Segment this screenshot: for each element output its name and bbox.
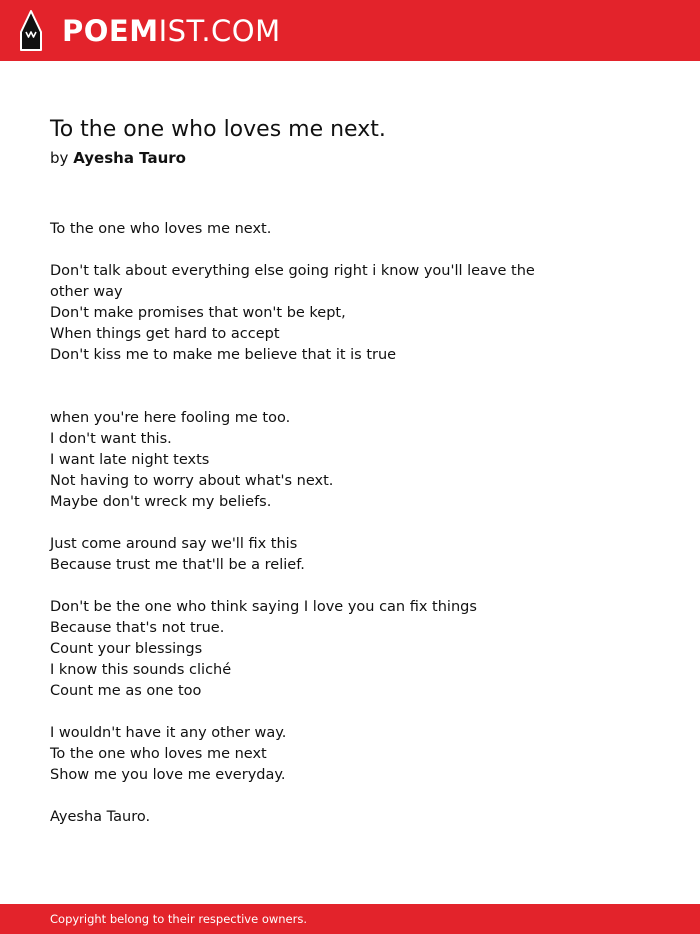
stanza-break — [50, 513, 570, 534]
copyright-notice: Copyright belong to their respective owners. — [50, 912, 308, 926]
poem-line: Not having to worry about what's next. — [50, 473, 334, 489]
poem-line: Ayesha Tauro. — [50, 809, 151, 825]
poem-line: Just come around say we'll fix this — [50, 536, 298, 552]
poem-line: Count me as one too — [50, 683, 202, 699]
poem-line: I want late night texts — [50, 452, 210, 468]
poem-line: Show me you love me everyday. — [50, 767, 286, 783]
poem-line: when you're here fooling me too. — [50, 410, 291, 426]
poem-line: I don't want this. — [50, 431, 172, 447]
poem-line: To the one who loves me next. — [50, 221, 272, 237]
site-logo[interactable] — [62, 11, 281, 51]
logo-text-light: IST.COM — [158, 14, 281, 48]
stanza-break — [50, 702, 570, 723]
poem-line: Don't make promises that won't be kept, — [50, 305, 346, 321]
poem-byline — [50, 149, 186, 167]
stanza-break — [50, 786, 570, 807]
site-header — [0, 0, 700, 61]
pencil-tip-icon — [18, 10, 44, 52]
stanza-break — [50, 366, 570, 387]
poem-line: Count your blessings — [50, 641, 203, 657]
poem-line: I wouldn't have it any other way. — [50, 725, 287, 741]
poem-line: Don't be the one who think saying I love you can fix things — [50, 599, 477, 615]
poem-line: Maybe don't wreck my beliefs. — [50, 494, 272, 510]
stanza-break — [50, 576, 570, 597]
poem-line: Because trust me that'll be a relief. — [50, 557, 305, 573]
poem-line: Don't talk about everything else going right i know you'll leave the other way — [50, 263, 540, 300]
logo-text-bold: POEM — [62, 14, 159, 48]
poem-title: To the one who loves me next. — [50, 117, 386, 142]
poem-line: Because that's not true. — [50, 620, 225, 636]
poem-line: When things get hard to accept — [50, 326, 280, 342]
byline-prefix: by — [50, 149, 69, 167]
stanza-break — [50, 387, 570, 408]
poem-line: I know this sounds cliché — [50, 662, 232, 678]
poem-author: Ayesha Tauro — [73, 149, 186, 167]
site-footer — [0, 904, 700, 934]
poem-body — [50, 219, 570, 828]
poem-line: Don't kiss me to make me believe that it is true — [50, 347, 397, 363]
poem-line: To the one who loves me next — [50, 746, 267, 762]
stanza-break — [50, 240, 570, 261]
